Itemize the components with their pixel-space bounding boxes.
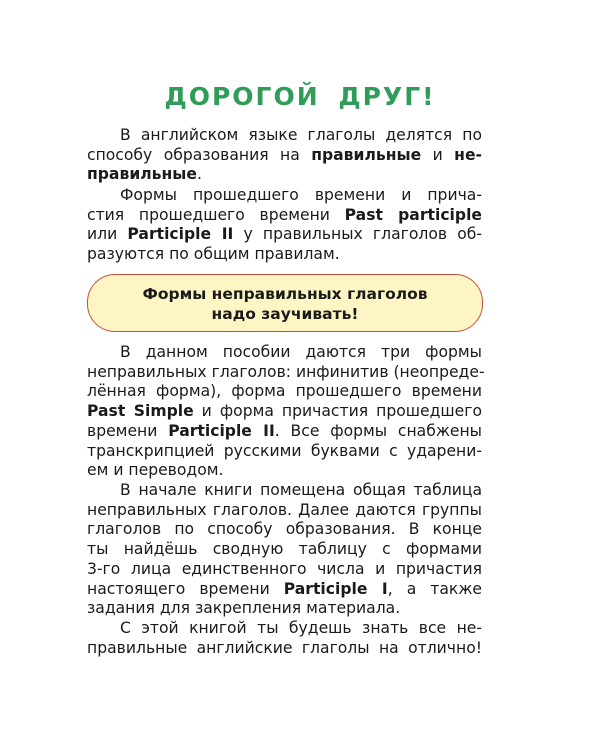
- callout-line: Формы неправильных глаголов: [142, 285, 428, 303]
- text-line: стия прошедшего времени Past participle: [87, 205, 482, 224]
- term-past-simple: Past Simple: [87, 402, 194, 421]
- text-line: правильные английские глаголы на отлично!: [87, 638, 482, 657]
- term-irregular-part1: не-: [454, 145, 482, 164]
- term-participle-ii: Participle II: [127, 225, 234, 244]
- text-line: транскрипцией русскими буквами с ударени-: [87, 441, 482, 460]
- text-line: неправильных глаголов: инфинитив (неопреде-: [87, 362, 485, 381]
- text-line: Past Simple и форма причастия прошедшего: [87, 402, 482, 421]
- text-line: В данном пособии даются три формы: [120, 343, 482, 361]
- text-line: 3-го лица единственного числа и причастия: [87, 559, 482, 578]
- text-line: лённая форма), форма прошедшего времени: [87, 382, 482, 401]
- text-line: настоящего времени Participle I, а также: [87, 579, 482, 598]
- text-line: правильные.: [87, 165, 202, 184]
- text-line: В начале книги помещена общая таблица: [120, 481, 482, 499]
- callout-box: [87, 274, 483, 332]
- paragraph-closing: [87, 619, 482, 658]
- term-participle-i: Participle I: [283, 579, 388, 598]
- page-title: ДОРОГОЙ ДРУГ!: [164, 82, 436, 111]
- term-past-participle: Past participle: [344, 205, 482, 224]
- text-line: времени Participle II. Все формы снабжены: [87, 421, 482, 440]
- text-line: Формы прошедшего времени и прича-: [120, 186, 482, 204]
- term-irregular-part2: правильные: [87, 165, 197, 184]
- text-line: разуются по общим правилам.: [87, 245, 340, 264]
- text-line: задания для закрепления материала.: [87, 599, 401, 618]
- text-line: глаголов по способу образования. В конце: [87, 520, 482, 539]
- text-line: ты найдёшь сводную таблицу с формами: [87, 540, 482, 559]
- paragraph-verb-types: [87, 126, 482, 185]
- text-line: неправильных глаголов. Далее даются группы: [87, 500, 482, 519]
- callout-line: надо заучивать!: [211, 305, 359, 323]
- text-line: или Participle II у правильных глаголов об-: [87, 225, 482, 244]
- text-line: ем и переводом.: [87, 461, 224, 480]
- paragraph-three-forms: [87, 343, 485, 481]
- term-regular: правильные: [311, 145, 422, 164]
- paragraph-book-contents: [87, 481, 482, 619]
- text-line: способу образования на правильные и не-: [87, 145, 482, 164]
- paragraph-regular-forms: [87, 186, 482, 265]
- text-line: С этой книгой ты будешь знать все не-: [120, 619, 482, 637]
- text-line: В английском языке глаголы делятся по: [120, 126, 482, 144]
- term-participle-ii: Participle II: [168, 421, 275, 440]
